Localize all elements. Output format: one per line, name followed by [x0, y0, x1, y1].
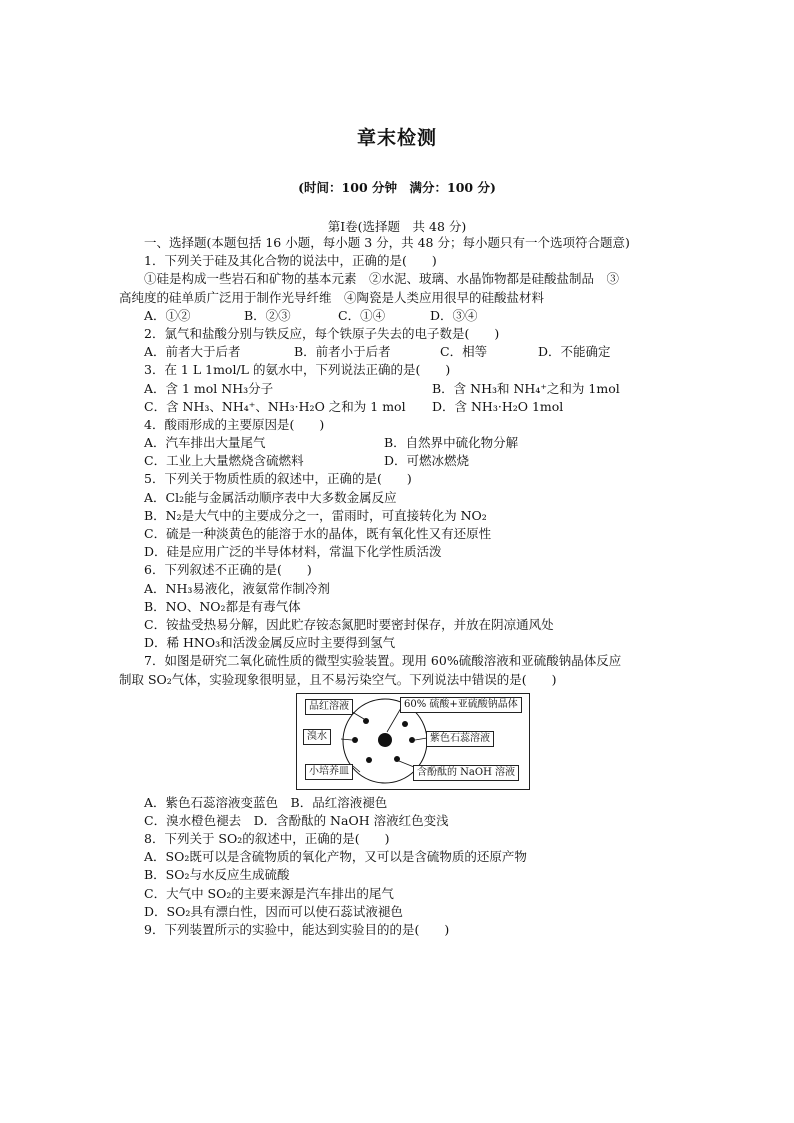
option-d: D．③④ [430, 307, 478, 323]
exam-info: (时间：100 分钟 满分：100 分) [298, 180, 496, 195]
pointer-line [387, 708, 401, 732]
option-a: A．Cl₂能与金属活动顺序表中大多数金属反应 [144, 489, 397, 505]
instruction: 一、选择题(本题包括 16 小题，每小题 3 分，共 48 分；每小题只有一个选项符合题意) [144, 235, 630, 250]
pointer-line [399, 761, 414, 767]
label-naoh: 含酚酞的 NaOH 溶液 [413, 765, 519, 781]
option-c: C．硫是一种淡黄色的能溶于水的晶体，既有氧化性又有还原性 [144, 526, 492, 541]
option-d: D．SO₂具有漂白性，因而可以使石蕊试液褪色 [144, 903, 403, 919]
label-acid: 60% 硫酸+亚硫酸钠晶体 [400, 697, 522, 713]
question-6-stem: 6．下列叙述不正确的是( ) [144, 562, 312, 578]
option-b: B．自然界中硫化物分解 [384, 435, 519, 451]
option-b: B．含 NH₃和 NH₄⁺之和为 1mol [432, 380, 620, 396]
option-d: D．可燃冰燃烧 [384, 453, 470, 469]
option-c: C．①④ [338, 307, 386, 323]
question-3-stem: 3．在 1 L 1mol/L 的氨水中，下列说法正确的是( ) [144, 362, 451, 378]
question-5-stem: 5．下列关于物质性质的叙述中，正确的是( ) [144, 471, 412, 487]
question-7-stem: 制取 SO₂气体，实验现象很明显，且不易污染空气。下列说法中错误的是( ) [119, 671, 557, 687]
question-1-options [119, 307, 679, 325]
question-2-stem: 2．氯气和盐酸分别与铁反应，每个铁原子失去的电子数是( ) [144, 325, 500, 341]
question-1-statement-line: ①硅是构成一些岩石和矿物的基本元素 ②水泥、玻璃、水晶饰物都是硅酸盐制品 ③ [144, 271, 620, 287]
option-b: B．N₂是大气中的主要成分之一，雷雨时，可直接转化为 NO₂ [144, 507, 487, 523]
option-c: C．相等 [440, 344, 488, 360]
question-7-stem: 7．如图是研究二氧化硫性质的微型实验装置。现用 60%硫酸溶液和亚硫酸钠晶体反应 [144, 653, 622, 669]
question-body [119, 234, 679, 939]
question-1-statement-line: 高纯度的硅单质广泛用于制作光导纤维 ④陶瓷是人类应用很早的硅酸盐材料 [119, 289, 545, 305]
option-d: D．含 NH₃·H₂O 1mol [432, 398, 564, 414]
question-7-options: A．紫色石蕊溶液变蓝色 B．品红溶液褪色 [144, 794, 388, 810]
option-b: B．NO、NO₂都是有毒气体 [144, 598, 301, 614]
option-d: D．硅是应用广泛的半导体材料，常温下化学性质活泼 [144, 544, 442, 560]
page-title: 章末检测 [356, 127, 437, 149]
label-pinhong: 品红溶液 [305, 699, 353, 715]
question-3-options [119, 398, 679, 416]
question-8-stem: 8．下列关于 SO₂的叙述中，正确的是( ) [144, 831, 390, 847]
option-b: B．SO₂与水反应生成硫酸 [144, 867, 290, 883]
label-dish: 小培养皿 [305, 764, 353, 780]
option-a: A．SO₂既可以是含硫物质的氧化产物，又可以是含硫物质的还原产物 [144, 849, 527, 865]
section-heading: 第Ⅰ卷(选择题 共 48 分) [327, 219, 467, 234]
question-4-options [119, 452, 679, 470]
reagent-dot [402, 721, 408, 727]
option-a: A．NH₃易液化，液氨常作制冷剂 [144, 580, 330, 596]
reagent-dot [352, 737, 358, 743]
label-bromine: 溴水 [303, 729, 331, 745]
reagent-dot [409, 737, 415, 743]
question-9-stem: 9．下列装置所示的实验中，能达到实验目的的是( ) [144, 922, 450, 937]
question-3-options [119, 380, 679, 398]
question-4-options [119, 434, 679, 452]
option-b: B．②③ [244, 307, 291, 323]
option-a: A．含 1 mol NH₃分子 [144, 380, 274, 396]
option-c: C．大气中 SO₂的主要来源是汽车排出的尾气 [144, 885, 394, 901]
center-reagent-dot [378, 733, 392, 747]
question-2-options [119, 343, 679, 361]
option-d: D．不能确定 [538, 344, 611, 360]
label-litmus: 紫色石蕊溶液 [426, 731, 494, 747]
experiment-diagram [296, 693, 530, 790]
option-c: C．铵盐受热易分解，因此贮存铵态氮肥时要密封保存，并放在阴凉通风处 [144, 616, 554, 632]
question-4-stem: 4．酸雨形成的主要原因是( ) [144, 416, 325, 432]
option-c: C．工业上大量燃烧含硫燃料 [144, 453, 304, 469]
option-a: A．汽车排出大量尾气 [144, 435, 266, 451]
option-a: A．①② [144, 307, 191, 323]
question-7-options: C．溴水橙色褪去 D．含酚酞的 NaOH 溶液红色变浅 [144, 812, 449, 828]
reagent-dot [366, 757, 372, 763]
option-d: D．稀 HNO₃和活泼金属反应时主要得到氢气 [144, 635, 396, 651]
question-1-stem: 1．下列关于硅及其化合物的说法中，正确的是( ) [144, 253, 437, 269]
option-b: B．前者小于后者 [294, 344, 391, 360]
option-a: A．前者大于后者 [144, 344, 241, 360]
option-c: C．含 NH₃、NH₄⁺、NH₃·H₂O 之和为 1 mol [144, 398, 406, 414]
